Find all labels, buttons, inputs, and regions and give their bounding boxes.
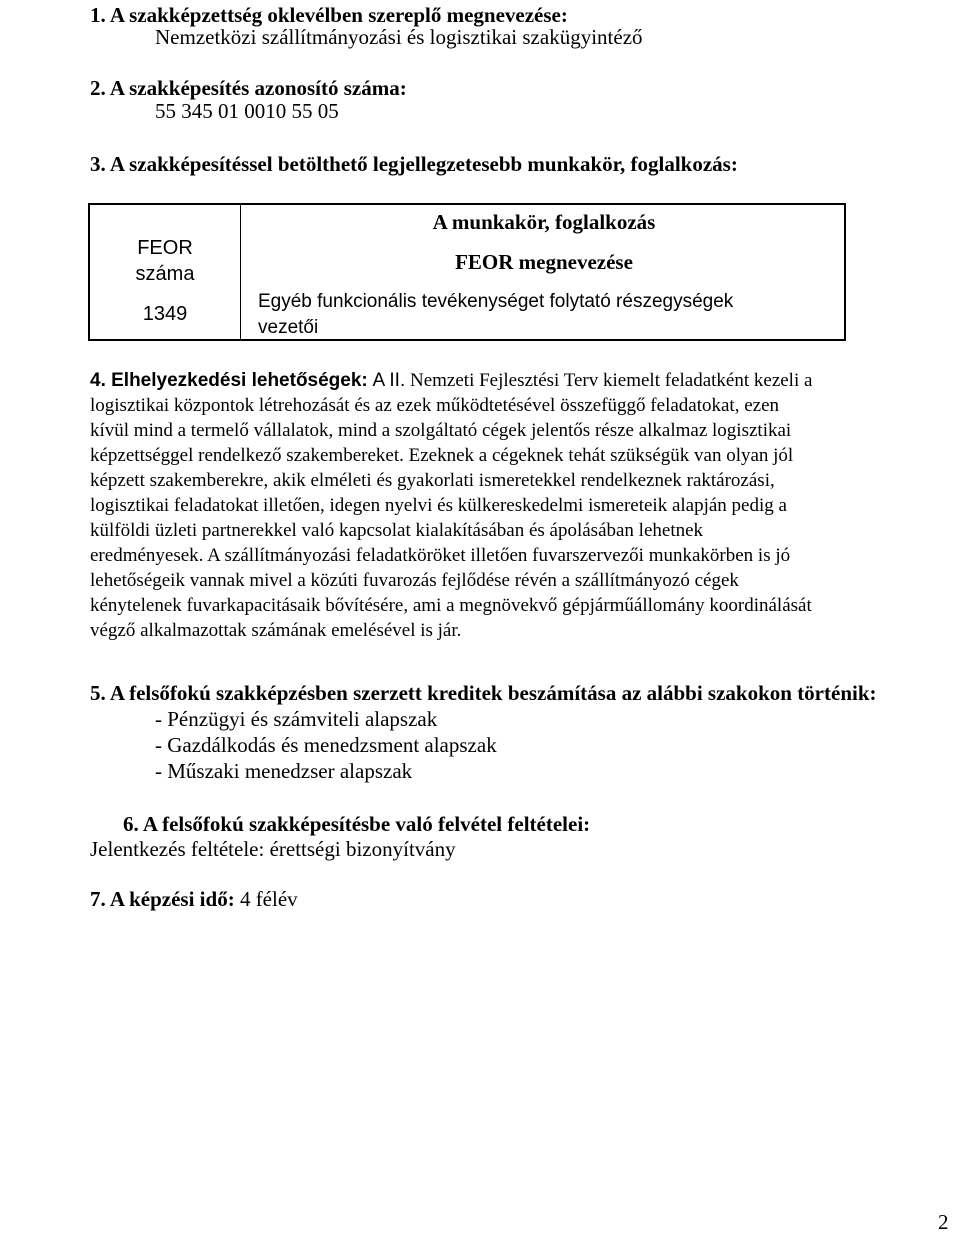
section-6-value: Jelentkezés feltétele: érettségi bizonyítvány	[90, 837, 456, 861]
page-number: 2	[938, 1210, 949, 1234]
feor-code-value: 1349	[142, 303, 188, 325]
section-4-line: kénytelenek fuvarkapacitásaik bővítésére, ami a megnövekvő gépjárműállomány koordinálását	[90, 595, 812, 616]
list-item: - Gazdálkodás és menedzsment alapszak	[155, 733, 497, 757]
section-4-line: Nemzeti Fejlesztési Terv kiemelt feladatként kezeli a	[410, 370, 813, 391]
section-4-first-line	[90, 368, 956, 393]
occupation-name: Egyéb funkcionális tevékenységet folytató részegységek vezetői	[258, 291, 734, 338]
section-4-line: képzett szakemberekre, akik elméleti és gyakorlati ismeretekkel rendelkeznek raktározási,	[90, 470, 775, 491]
section-7: 7. A képzési idő: 4 félév	[90, 887, 298, 911]
section-4-line: kívül mind a termelő vállalatok, mind a szolgáltató cégek jelentős része alkalmaz logisztikai	[90, 420, 792, 441]
feor-code-header: FEOR száma	[135, 237, 195, 285]
section-4-lead: A II.	[372, 370, 406, 391]
occupation-header: A munkakör, foglalkozás	[432, 210, 656, 234]
section-4-line: logisztikai feladatokat illetően, idegen nyelvi és külkereskedelmi ismereteik alapján pedig a	[90, 495, 787, 516]
section-5-heading: 5. A felsőfokú szakképzésben szerzett kreditek beszámítása az alábbi szakokon történik:	[90, 681, 877, 705]
section-4-line: külföldi üzleti partnerekkel való kapcsolat kialakításában és ápolásában lehetnek	[90, 520, 704, 541]
section-4-line: lehetőségeik vannak mivel a közúti fuvarozás fejlődése révén a szállítmányozó cégek	[90, 570, 739, 591]
section-2-heading: 2. A szakképesítés azonosító száma:	[90, 76, 407, 100]
section-4-heading: 4. Elhelyezkedési lehetőségek:	[90, 370, 368, 391]
list-item: - Műszaki menedzser alapszak	[155, 759, 413, 783]
feor-table	[88, 203, 846, 341]
section-1-value: Nemzetközi szállítmányozási és logisztikai szakügyintéző	[155, 25, 643, 49]
section-6-heading: 6. A felsőfokú szakképesítésbe való felvétel feltételei:	[123, 812, 591, 836]
table-column-divider	[240, 205, 241, 339]
section-2-value: 55 345 01 0010 55 05	[155, 99, 339, 123]
list-item: - Pénzügyi és számviteli alapszak	[155, 707, 438, 731]
section-4-line: végző alkalmazottak számának emelésével is jár.	[90, 620, 462, 641]
section-4-line: eredményesek. A szállítmányozási feladatköröket illetően fuvarszervezői munkakörben is jó	[90, 545, 791, 566]
section-3-heading: 3. A szakképesítéssel betölthető legjellegzetesebb munkakör, foglalkozás:	[90, 152, 738, 176]
feor-name-header: FEOR megnevezése	[455, 250, 633, 274]
section-1-heading: 1. A szakképzettség oklevélben szereplő megnevezése:	[90, 3, 568, 27]
section-4-line: logisztikai központok létrehozását és az ezek működtetésével összefüggő feladatokat, ezen	[90, 395, 780, 416]
section-4-paragraph	[90, 368, 956, 643]
section-4-line: képzettséggel rendelkező szakembereket. Ezeknek a cégeknek tehát szükségük van olyan jól	[90, 445, 794, 466]
